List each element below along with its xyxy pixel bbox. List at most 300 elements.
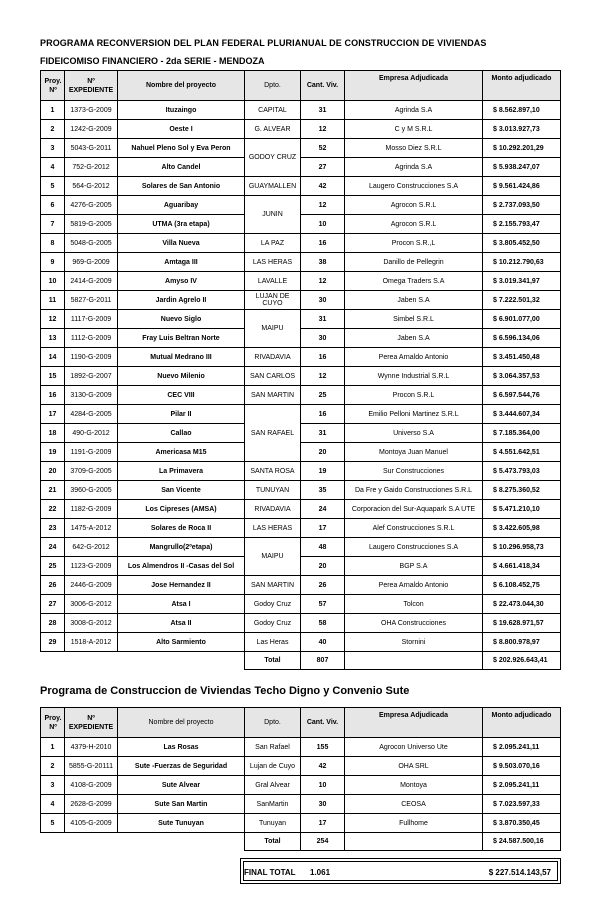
row-expediente: 4284-G-2005 [65, 405, 118, 424]
row-monto: $ 3.870.350,45 [483, 814, 561, 833]
row-proy: 4 [41, 158, 65, 177]
final-total-inner [243, 861, 558, 881]
row-expediente: 1117-G-2009 [65, 310, 118, 329]
row-expediente: 5043-G-2011 [65, 139, 118, 158]
total-cant: 807 [301, 652, 345, 670]
row-dpto: TUNUYAN [245, 481, 301, 500]
row-empresa: Jaben S.A [345, 291, 483, 310]
row-cant: 10 [301, 776, 345, 795]
row-expediente: 1112-G-2009 [65, 329, 118, 348]
header-expediente-label: EXPEDIENTE [68, 723, 114, 731]
row-expediente: 1518-A-2012 [65, 633, 118, 652]
final-total-cant: 1.061 [310, 868, 331, 877]
row-expediente: 1475-A-2012 [65, 519, 118, 538]
row-nombre: UTMA (3ra etapa) [118, 215, 245, 234]
row-proy: 1 [41, 738, 65, 757]
row-cant: 24 [301, 500, 345, 519]
row-cant: 12 [301, 272, 345, 291]
row-expediente: 1242-G-2009 [65, 120, 118, 139]
table-row [41, 757, 561, 776]
row-nombre: Sute San Martin [118, 795, 245, 814]
table-row [41, 814, 561, 833]
row-cant: 16 [301, 234, 345, 253]
table-row [41, 557, 561, 576]
header-proy [41, 71, 65, 101]
row-monto: $ 2.095.241,11 [483, 738, 561, 757]
row-monto: $ 2.155.793,47 [483, 215, 561, 234]
row-monto: $ 3.013.927,73 [483, 120, 561, 139]
row-empresa: Agrocon S.R.L [345, 215, 483, 234]
row-monto: $ 8.275.360,52 [483, 481, 561, 500]
row-proy: 9 [41, 253, 65, 272]
row-dpto: GUAYMALLEN [245, 177, 301, 196]
row-expediente: 1191-G-2009 [65, 443, 118, 462]
row-empresa: Fullhome [345, 814, 483, 833]
row-nombre: Sute Alvear [118, 776, 245, 795]
table-row [41, 253, 561, 272]
row-nombre: Solares de Roca II [118, 519, 245, 538]
row-cant: 57 [301, 595, 345, 614]
row-cant: 31 [301, 424, 345, 443]
row-nombre: Pilar II [118, 405, 245, 424]
row-monto: $ 22.473.044,30 [483, 595, 561, 614]
table-row [41, 614, 561, 633]
row-monto: $ 5.473.793,03 [483, 462, 561, 481]
total-monto: $ 24.587.500,16 [483, 833, 561, 851]
header-expediente-label: EXPEDIENTE [68, 86, 114, 94]
table-row [41, 272, 561, 291]
table-row [41, 386, 561, 405]
table-row [41, 776, 561, 795]
row-nombre: Sute -Fuerzas de Seguridad [118, 757, 245, 776]
row-empresa: Procon S.R.,L [345, 234, 483, 253]
row-expediente: 3008-G-2012 [65, 614, 118, 633]
row-cant: 58 [301, 614, 345, 633]
header-expediente-no: Nº [87, 77, 95, 85]
table-row [41, 443, 561, 462]
table-row [41, 329, 561, 348]
row-empresa: Simbel S.R.L [345, 310, 483, 329]
row-dpto: LUJAN DE CUYO [245, 291, 301, 310]
row-nombre: San Vicente [118, 481, 245, 500]
document-subtitle: FIDEICOMISO FINANCIERO - 2da SERIE - MENDOZA [40, 56, 265, 66]
row-proy: 27 [41, 595, 65, 614]
row-monto: $ 5.938.247,07 [483, 158, 561, 177]
row-cant: 12 [301, 367, 345, 386]
row-expediente: 1123-G-2009 [65, 557, 118, 576]
row-expediente: 2628-G-2099 [65, 795, 118, 814]
row-cant: 30 [301, 291, 345, 310]
row-dpto: SAN CARLOS [245, 367, 301, 386]
row-empresa: Wynne Industrial S.R.L [345, 367, 483, 386]
row-monto: $ 3.805.452,50 [483, 234, 561, 253]
total-spacer [41, 652, 245, 670]
row-cant: 40 [301, 633, 345, 652]
row-expediente: 1373-G-2009 [65, 101, 118, 120]
row-nombre: Nuevo Siglo [118, 310, 245, 329]
row-monto: $ 9.503.070,16 [483, 757, 561, 776]
table-row [41, 462, 561, 481]
total-label: Total [245, 833, 301, 851]
row-monto: $ 6.901.077,00 [483, 310, 561, 329]
row-proy: 26 [41, 576, 65, 595]
row-proy: 10 [41, 272, 65, 291]
row-empresa: Agrinda S.A [345, 101, 483, 120]
row-expediente: 969-G-2009 [65, 253, 118, 272]
table-row [41, 139, 561, 158]
row-proy: 13 [41, 329, 65, 348]
row-empresa: Montoya [345, 776, 483, 795]
row-monto: $ 4.551.642,51 [483, 443, 561, 462]
table-row [41, 120, 561, 139]
header-nombre: Nombre del proyecto [118, 708, 245, 738]
row-monto: $ 2.737.093,50 [483, 196, 561, 215]
row-empresa: OHA SRL [345, 757, 483, 776]
row-nombre: Villa Nueva [118, 234, 245, 253]
row-empresa: BGP S.A [345, 557, 483, 576]
row-nombre: Nahuel Pleno Sol y Eva Peron [118, 139, 245, 158]
row-expediente: 4276-G-2005 [65, 196, 118, 215]
row-nombre: Ituzaingo [118, 101, 245, 120]
row-dpto: SAN MARTIN [245, 576, 301, 595]
row-dpto: Las Heras [245, 633, 301, 652]
row-expediente: 1182-G-2009 [65, 500, 118, 519]
row-monto: $ 6.596.134,06 [483, 329, 561, 348]
row-nombre: La Primavera [118, 462, 245, 481]
table-row [41, 738, 561, 757]
header-cant: Cant. Viv. [301, 708, 345, 738]
row-expediente: 2414-G-2009 [65, 272, 118, 291]
row-expediente: 564-G-2012 [65, 177, 118, 196]
row-cant: 17 [301, 814, 345, 833]
header-nombre: Nombre del proyecto [118, 71, 245, 101]
row-proy: 16 [41, 386, 65, 405]
table-row [41, 500, 561, 519]
row-cant: 20 [301, 557, 345, 576]
row-nombre: Americasa M15 [118, 443, 245, 462]
row-expediente: 4379-H-2010 [65, 738, 118, 757]
row-empresa: Alef Construcciones S.R.L [345, 519, 483, 538]
row-dpto: RIVADAVIA [245, 500, 301, 519]
total-row [41, 833, 561, 851]
row-expediente: 752-G-2012 [65, 158, 118, 177]
row-proy: 11 [41, 291, 65, 310]
table-row [41, 595, 561, 614]
header-cant: Cant. Viv. [301, 71, 345, 101]
row-dpto: CAPITAL [245, 101, 301, 120]
row-monto: $ 10.296.958,73 [483, 538, 561, 557]
row-proy: 4 [41, 795, 65, 814]
row-monto: $ 6.597.544,76 [483, 386, 561, 405]
row-nombre: Mangrullo(2ºetapa) [118, 538, 245, 557]
header-expediente [65, 71, 118, 101]
total-monto: $ 202.926.643,41 [483, 652, 561, 670]
row-cant: 155 [301, 738, 345, 757]
row-proy: 12 [41, 310, 65, 329]
table-row [41, 177, 561, 196]
row-expediente: 1892-G-2007 [65, 367, 118, 386]
final-total-box [240, 858, 561, 884]
header-proy [41, 708, 65, 738]
row-empresa: Perea Arnaldo Antonio [345, 576, 483, 595]
row-empresa: Agrocon S.R.L [345, 196, 483, 215]
row-proy: 24 [41, 538, 65, 557]
row-expediente: 1190-G-2009 [65, 348, 118, 367]
row-expediente: 3709-G-2005 [65, 462, 118, 481]
row-nombre: Jose Hernandez II [118, 576, 245, 595]
row-expediente: 3960-G-2005 [65, 481, 118, 500]
row-nombre: Atsa II [118, 614, 245, 633]
row-expediente: 4108-G-2009 [65, 776, 118, 795]
row-empresa: Agrocon Universo Ute [345, 738, 483, 757]
row-nombre: Amyso IV [118, 272, 245, 291]
row-proy: 2 [41, 120, 65, 139]
row-expediente: 5819-G-2005 [65, 215, 118, 234]
row-empresa: Perea Arnaldo Antonio [345, 348, 483, 367]
row-nombre: Los Almendros II -Casas del Sol [118, 557, 245, 576]
row-proy: 29 [41, 633, 65, 652]
row-proy: 1 [41, 101, 65, 120]
row-nombre: Mutual Medrano III [118, 348, 245, 367]
row-monto: $ 4.661.418,34 [483, 557, 561, 576]
row-dpto: MAIPU [245, 538, 301, 576]
row-nombre: Nuevo Milenio [118, 367, 245, 386]
row-monto: $ 3.444.607,34 [483, 405, 561, 424]
total-cant: 254 [301, 833, 345, 851]
row-empresa: Emilio Pelloni Martinez S.R.L [345, 405, 483, 424]
final-total-label: FINAL TOTAL [244, 868, 296, 877]
row-expediente: 3130-G-2009 [65, 386, 118, 405]
row-expediente: 642-G-2012 [65, 538, 118, 557]
row-monto: $ 3.019.341,97 [483, 272, 561, 291]
row-empresa: Universo S.A [345, 424, 483, 443]
row-dpto: RIVADAVIA [245, 348, 301, 367]
row-cant: 42 [301, 177, 345, 196]
table-row [41, 215, 561, 234]
row-empresa: Corporacion del Sur-Aquapark S.A UTE [345, 500, 483, 519]
document-title: PROGRAMA RECONVERSION DEL PLAN FEDERAL PLURIANUAL DE CONSTRUCCION DE VIVIENDAS [40, 38, 487, 48]
row-empresa: CEOSA [345, 795, 483, 814]
row-cant: 35 [301, 481, 345, 500]
table-row [41, 795, 561, 814]
table-row [41, 424, 561, 443]
header-expediente [65, 708, 118, 738]
row-empresa: Jaben S.A [345, 329, 483, 348]
row-proy: 3 [41, 139, 65, 158]
row-dpto: G. ALVEAR [245, 120, 301, 139]
program2-title: Programa de Construccion de Viviendas Techo Digno y Convenio Sute [40, 685, 410, 697]
row-monto: $ 10.212.790,63 [483, 253, 561, 272]
total-label: Total [245, 652, 301, 670]
row-monto: $ 3.064.357,53 [483, 367, 561, 386]
row-monto: $ 6.108.452,75 [483, 576, 561, 595]
header-dpto: Dpto. [245, 71, 301, 101]
row-empresa: C y M S.R.L [345, 120, 483, 139]
row-monto: $ 19.628.971,57 [483, 614, 561, 633]
header-proy-label: Proy. Nº [44, 714, 62, 731]
row-cant: 31 [301, 101, 345, 120]
row-cant: 27 [301, 158, 345, 177]
row-empresa: Procon S.R.L [345, 386, 483, 405]
row-cant: 25 [301, 386, 345, 405]
row-proy: 6 [41, 196, 65, 215]
row-dpto: Tunuyan [245, 814, 301, 833]
header-proy-label: Proy. Nº [44, 77, 62, 94]
row-dpto: LAVALLE [245, 272, 301, 291]
row-nombre: Jardin Agrelo II [118, 291, 245, 310]
row-expediente: 3006-G-2012 [65, 595, 118, 614]
row-expediente: 5827-G-2011 [65, 291, 118, 310]
row-nombre: Oeste I [118, 120, 245, 139]
row-proy: 22 [41, 500, 65, 519]
header-empresa: Empresa Adjudicada [345, 71, 483, 101]
table-row [41, 234, 561, 253]
row-cant: 16 [301, 348, 345, 367]
row-cant: 48 [301, 538, 345, 557]
row-empresa: Sur Construcciones [345, 462, 483, 481]
table-row [41, 310, 561, 329]
header-monto: Monto adjudicado [483, 71, 561, 101]
table-row [41, 158, 561, 177]
row-expediente: 5048-G-2005 [65, 234, 118, 253]
row-cant: 19 [301, 462, 345, 481]
row-cant: 42 [301, 757, 345, 776]
total-empty [345, 833, 483, 851]
row-proy: 28 [41, 614, 65, 633]
row-dpto: LAS HERAS [245, 519, 301, 538]
row-monto: $ 7.023.597,33 [483, 795, 561, 814]
table-row [41, 291, 561, 310]
row-nombre: Callao [118, 424, 245, 443]
table-row [41, 576, 561, 595]
final-total-monto: $ 227.514.143,57 [488, 868, 551, 877]
row-proy: 8 [41, 234, 65, 253]
row-nombre: Fray Luis Beltran Norte [118, 329, 245, 348]
row-dpto: MAIPU [245, 310, 301, 348]
row-empresa: Agrinda S.A [345, 158, 483, 177]
total-spacer [41, 833, 245, 851]
row-cant: 17 [301, 519, 345, 538]
row-monto: $ 7.185.364,00 [483, 424, 561, 443]
table-row [41, 196, 561, 215]
row-dpto: GODOY CRUZ [245, 139, 301, 177]
row-monto: $ 8.562.897,10 [483, 101, 561, 120]
row-cant: 26 [301, 576, 345, 595]
row-dpto: JUNIN [245, 196, 301, 234]
header-expediente-no: Nº [87, 714, 95, 722]
row-proy: 20 [41, 462, 65, 481]
row-dpto: SanMartin [245, 795, 301, 814]
row-monto: $ 7.222.501,32 [483, 291, 561, 310]
row-empresa: Da Fre y Gaido Construcciones S.R.L [345, 481, 483, 500]
row-monto: $ 8.800.978,97 [483, 633, 561, 652]
row-proy: 2 [41, 757, 65, 776]
row-empresa: Montoya Juan Manuel [345, 443, 483, 462]
row-dpto: Godoy Cruz [245, 595, 301, 614]
row-empresa: OHA Construcciones [345, 614, 483, 633]
table-row [41, 367, 561, 386]
table-row [41, 538, 561, 557]
table-row [41, 405, 561, 424]
row-dpto: Gral Alvear [245, 776, 301, 795]
row-cant: 30 [301, 795, 345, 814]
row-proy: 21 [41, 481, 65, 500]
row-nombre: Alto Candel [118, 158, 245, 177]
row-empresa: Danillo de Pellegrin [345, 253, 483, 272]
row-empresa: Laugero Construcciones S.A [345, 538, 483, 557]
row-proy: 15 [41, 367, 65, 386]
header-dpto: Dpto. [245, 708, 301, 738]
row-expediente: 5855-G-20111 [65, 757, 118, 776]
row-proy: 7 [41, 215, 65, 234]
row-cant: 31 [301, 310, 345, 329]
row-proy: 3 [41, 776, 65, 795]
table-row [41, 348, 561, 367]
row-nombre: Amtaga III [118, 253, 245, 272]
total-row [41, 652, 561, 670]
row-proy: 18 [41, 424, 65, 443]
row-nombre: Alto Sarmiento [118, 633, 245, 652]
table-row [41, 481, 561, 500]
row-empresa: Tolcon [345, 595, 483, 614]
row-dpto: SAN RAFAEL [245, 405, 301, 462]
row-proy: 19 [41, 443, 65, 462]
row-cant: 12 [301, 196, 345, 215]
fideicomiso-table [40, 70, 561, 670]
header-monto: Monto adjudicado [483, 708, 561, 738]
row-proy: 17 [41, 405, 65, 424]
row-cant: 38 [301, 253, 345, 272]
row-cant: 30 [301, 329, 345, 348]
techo-digno-table [40, 707, 561, 851]
row-dpto: LAS HERAS [245, 253, 301, 272]
row-dpto: Godoy Cruz [245, 614, 301, 633]
row-nombre: Atsa I [118, 595, 245, 614]
table-row [41, 101, 561, 120]
row-expediente: 2446-G-2009 [65, 576, 118, 595]
row-monto: $ 10.292.201,29 [483, 139, 561, 158]
row-dpto: Lujan de Cuyo [245, 757, 301, 776]
header-empresa: Empresa Adjudicada [345, 708, 483, 738]
row-dpto: San Rafael [245, 738, 301, 757]
row-expediente: 4105-G-2009 [65, 814, 118, 833]
row-monto: $ 3.451.450,48 [483, 348, 561, 367]
row-proy: 23 [41, 519, 65, 538]
row-monto: $ 2.095.241,11 [483, 776, 561, 795]
row-dpto: SAN MARTIN [245, 386, 301, 405]
row-dpto: SANTA ROSA [245, 462, 301, 481]
row-cant: 20 [301, 443, 345, 462]
row-cant: 10 [301, 215, 345, 234]
row-empresa: Laugero Construcciones S.A [345, 177, 483, 196]
row-nombre: CEC VIII [118, 386, 245, 405]
row-monto: $ 5.471.210,10 [483, 500, 561, 519]
row-proy: 25 [41, 557, 65, 576]
table-row [41, 519, 561, 538]
row-monto: $ 3.422.605,98 [483, 519, 561, 538]
row-expediente: 490-G-2012 [65, 424, 118, 443]
row-empresa: Stornini [345, 633, 483, 652]
row-cant: 16 [301, 405, 345, 424]
table-row [41, 633, 561, 652]
row-nombre: Las Rosas [118, 738, 245, 757]
row-empresa: Omega Traders S.A [345, 272, 483, 291]
row-dpto: LA PAZ [245, 234, 301, 253]
row-empresa: Mosso Diez S.R.L [345, 139, 483, 158]
row-cant: 12 [301, 120, 345, 139]
row-nombre: Los Cipreses (AMSA) [118, 500, 245, 519]
row-nombre: Solares de San Antonio [118, 177, 245, 196]
